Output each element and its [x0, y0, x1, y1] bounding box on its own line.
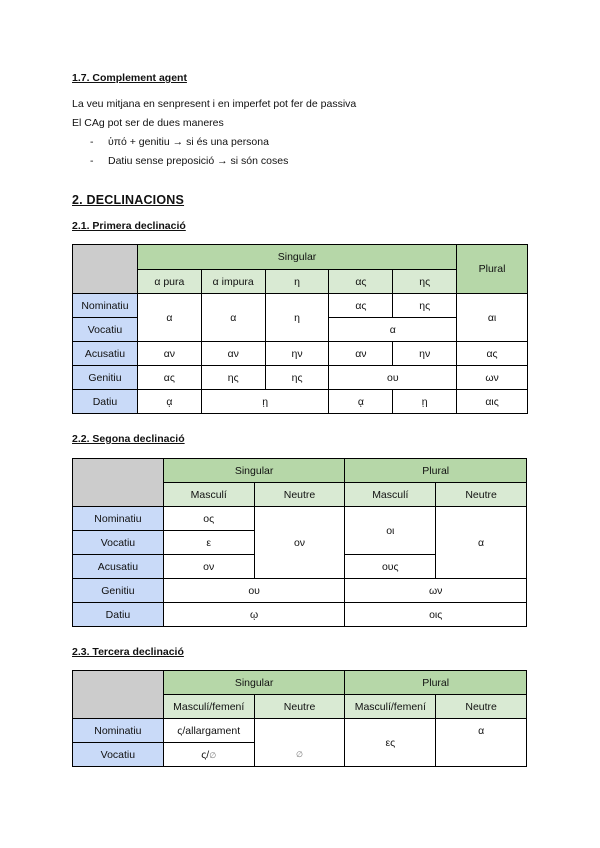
singular-header: Singular — [163, 671, 345, 695]
section-2-1-heading: 2.1. Primera declinació — [72, 220, 186, 232]
ending-cell: ον — [163, 555, 254, 579]
case-label: Vocatiu — [73, 531, 164, 555]
col-header: Masculí — [163, 483, 254, 507]
ending-main: ς/ — [201, 748, 210, 761]
singular-header: Singular — [163, 459, 345, 483]
col-header: Neutre — [436, 695, 527, 719]
section-2-heading: 2. DECLINACIONS — [72, 193, 185, 207]
case-label: Genitiu — [73, 579, 164, 603]
third-declension-table — [72, 670, 527, 767]
first-declension-table — [72, 244, 528, 414]
ending-cell: ης — [265, 366, 329, 390]
ending-cell: ε — [163, 531, 254, 555]
ending-cell: αν — [137, 342, 201, 366]
col-header: ας — [329, 270, 393, 294]
corner-cell — [73, 671, 164, 719]
bullet-item: ὑπό + genitiu → si és una persona — [108, 136, 269, 148]
ending-cell: ον — [254, 507, 345, 579]
ending-cell: αν — [201, 342, 265, 366]
case-label: Nominatiu — [73, 507, 164, 531]
col-header: Neutre — [254, 695, 345, 719]
ending-cell: α — [436, 507, 527, 579]
ending-cell: ᾳ — [137, 390, 201, 414]
case-label: Acusatiu — [73, 555, 164, 579]
plural-header: Plural — [345, 671, 527, 695]
ending-cell: ης — [201, 366, 265, 390]
case-label: Genitiu — [73, 366, 138, 390]
plural-header: Plural — [457, 245, 528, 294]
ending-cell: αν — [329, 342, 393, 366]
ending-cell: α — [137, 294, 201, 342]
col-header: η — [265, 270, 329, 294]
ending-cell: ας — [329, 294, 393, 318]
ending-cell: ᾳ — [329, 390, 393, 414]
ending-cell — [254, 719, 345, 767]
col-header: α pura — [137, 270, 201, 294]
ending-cell: ας — [457, 342, 528, 366]
second-declension-table — [72, 458, 527, 627]
section-2-3-heading: 2.3. Tercera declinació — [72, 646, 184, 658]
plural-header: Plural — [345, 459, 527, 483]
ending-cell: ου — [329, 366, 457, 390]
case-label: Vocatiu — [73, 318, 138, 342]
ending-cell: ου — [163, 579, 345, 603]
ending-cell: α — [436, 719, 527, 767]
col-header: Masculí/femení — [163, 695, 254, 719]
case-label: Datiu — [73, 390, 138, 414]
case-label: Vocatiu — [73, 743, 164, 767]
paragraph-middle-voice: La veu mitjana en senpresent i en imperfet pot fer de passiva — [72, 98, 357, 110]
ending-cell: αι — [457, 294, 528, 342]
ending-cell: η — [265, 294, 329, 342]
ending-cell: ῃ — [393, 390, 457, 414]
ending-cell: οι — [345, 507, 436, 555]
ending-cell: ων — [457, 366, 528, 390]
ending-cell: ος — [163, 507, 254, 531]
ending-cell: ης — [393, 294, 457, 318]
ending-cell: ῃ — [201, 390, 329, 414]
ending-cell: ας — [137, 366, 201, 390]
col-header: α impura — [201, 270, 265, 294]
col-header: ης — [393, 270, 457, 294]
corner-cell — [73, 245, 138, 294]
bullet-item: Datiu sense preposició → si són coses — [108, 155, 289, 167]
bullet-dash: - — [90, 136, 94, 148]
paragraph-cag: El CAg pot ser de dues maneres — [72, 117, 224, 129]
ending-cell: αις — [457, 390, 528, 414]
col-header: Neutre — [436, 483, 527, 507]
empty-set-glyph: ∅ — [209, 750, 217, 760]
ending-cell: ῳ — [163, 603, 345, 627]
col-header: Neutre — [254, 483, 345, 507]
case-label: Nominatiu — [73, 719, 164, 743]
ending-cell: ες — [345, 719, 436, 767]
ending-cell — [163, 743, 254, 767]
section-2-2-heading: 2.2. Segona declinació — [72, 433, 185, 445]
col-header: Masculí/femení — [345, 695, 436, 719]
ending-cell: α — [201, 294, 265, 342]
case-label: Acusatiu — [73, 342, 138, 366]
singular-header: Singular — [137, 245, 456, 270]
ending-cell: ους — [345, 555, 436, 579]
empty-set-glyph: ∅ — [296, 750, 303, 759]
ending-cell: α — [329, 318, 457, 342]
ending-cell: ην — [393, 342, 457, 366]
col-header: Masculí — [345, 483, 436, 507]
case-label: Nominatiu — [73, 294, 138, 318]
ending-cell: ς/allargament — [163, 719, 254, 743]
case-label: Datiu — [73, 603, 164, 627]
ending-cell: ων — [345, 579, 527, 603]
corner-cell — [73, 459, 164, 507]
bullet-dash: - — [90, 155, 94, 167]
section-1-7-heading: 1.7. Complement agent — [72, 72, 187, 84]
ending-cell: οις — [345, 603, 527, 627]
ending-cell: ην — [265, 342, 329, 366]
